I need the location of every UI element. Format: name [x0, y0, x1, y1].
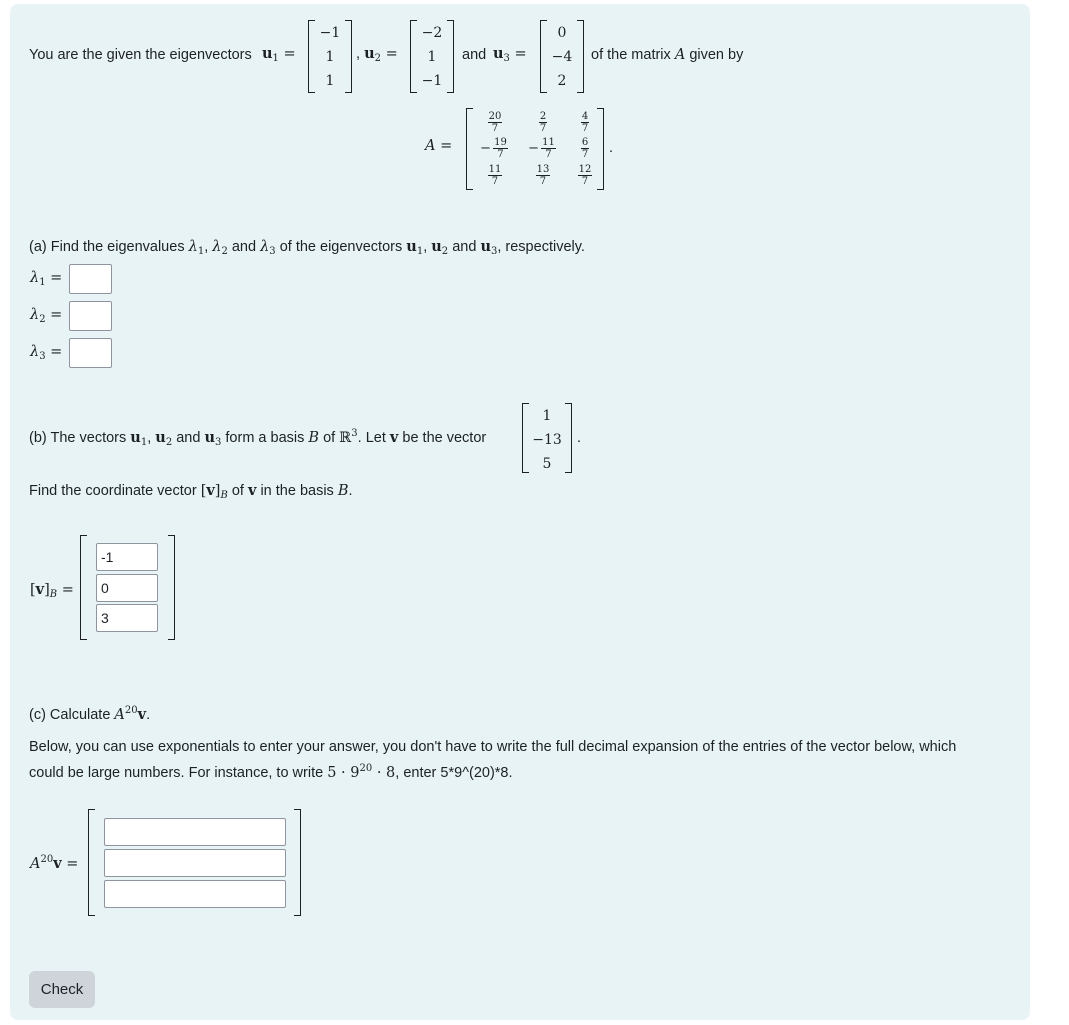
lambda-1-input[interactable]: [69, 264, 112, 294]
lambda-3-label: $\lambda_3$ =: [30, 344, 63, 362]
part-a-prompt: (a) Find the eigenvalues $\lambda_1$, $\lambda_2$ and $\lambda_3$ of the eigenvectors $u_1$, $u_2$ and $u_3$, respectively.: [29, 238, 585, 257]
v-entry: 1: [542, 408, 552, 424]
u3-label: $u_3$ =: [493, 45, 527, 64]
matrix-a-entry: − $\frac{19}{7}$: [480, 136, 507, 160]
u1-entry: −1: [319, 25, 341, 41]
part-c-prompt: (c) Calculate $A^{20}v$.: [29, 705, 151, 723]
coord-input-1[interactable]: [96, 543, 158, 571]
matrix-a-entry: $\frac{4}{7}$: [581, 110, 589, 134]
v-vector: [522, 403, 572, 473]
a20v-label: $A^{20}v$ =: [30, 854, 79, 872]
lambda-2-input[interactable]: [69, 301, 112, 331]
v-entry: 5: [542, 456, 552, 472]
u2-label: , $u_2$ =: [356, 45, 398, 64]
u1-entry: 1: [325, 49, 335, 65]
matrix-a-entry: − $\frac{11}{7}$: [528, 136, 555, 160]
matrix-a: [466, 108, 604, 190]
u3-entry: 0: [557, 25, 567, 41]
u2-entry: 1: [427, 49, 437, 65]
coord-input-3[interactable]: [96, 604, 158, 632]
part-b-prompt: (b) The vectors $u_1$, $u_2$ and $u_3$ form a basis B of ℝ$^3$. Let v be the vector: [29, 428, 487, 448]
coord-input-2[interactable]: [96, 574, 158, 602]
u3-entry: 2: [557, 73, 567, 89]
intro-prefix: You are the given the eigenvectors: [29, 47, 252, 63]
u2-entry: −2: [421, 25, 443, 41]
matrix-a-entry: $\frac{12}{7}$: [578, 163, 592, 187]
matrix-a-entry: $\frac{6}{7}$: [581, 136, 589, 160]
u2-vector: [410, 20, 454, 93]
a20v-input-3[interactable]: [104, 880, 286, 908]
lambda-1-label: $\lambda_1$ =: [30, 270, 63, 288]
part-b-find: Find the coordinate vector $[v]_B$ of v in the basis B.: [29, 482, 353, 501]
a20v-input-2[interactable]: [104, 849, 286, 877]
u1-vector: [308, 20, 352, 93]
matrix-a-entry: $\frac{20}{7}$: [488, 110, 502, 134]
v-entry: −13: [532, 432, 562, 448]
u1-entry: 1: [325, 73, 335, 89]
matrix-a-entry: $\frac{13}{7}$: [536, 163, 550, 187]
check-button[interactable]: Check: [29, 971, 95, 1008]
u2-entry: −1: [421, 73, 443, 89]
u1-label: $u_1$ =: [262, 45, 296, 64]
part-c-note: Below, you can use exponentials to enter your answer, you don't have to write the full decimal expansion of the entries of the vector below, which could be large numbers. For instance, to write $5 \cdot 9^{20} \cdot 8$, enter 5*9^(20)*8.: [29, 739, 957, 781]
v-period: .: [577, 430, 582, 446]
u3-entry: −4: [551, 49, 573, 65]
a20v-input-1[interactable]: [104, 818, 286, 846]
intro-suffix: of the matrix A given by: [591, 47, 744, 63]
matrix-period: .: [609, 140, 614, 156]
matrix-a-entry: $\frac{2}{7}$: [539, 110, 547, 134]
matrix-a-label: A =: [425, 138, 453, 154]
lambda-3-input[interactable]: [69, 338, 112, 368]
u3-vector: [540, 20, 584, 93]
intro-and: and: [462, 47, 487, 63]
lambda-2-label: $\lambda_2$ =: [30, 307, 63, 325]
matrix-a-entry: $\frac{11}{7}$: [488, 163, 502, 187]
coord-label: $[v]_B$ =: [30, 581, 74, 600]
